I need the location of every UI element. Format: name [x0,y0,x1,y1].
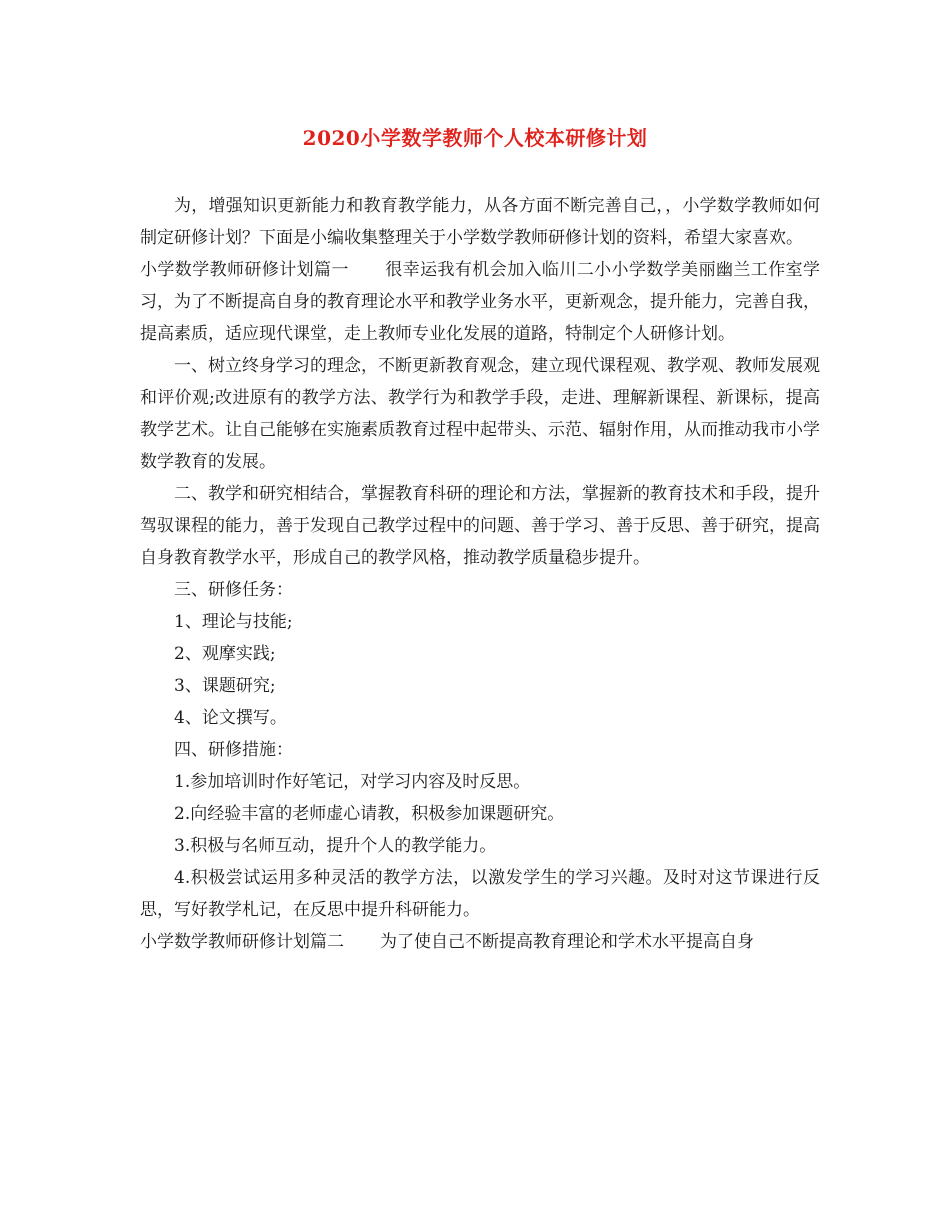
plan1-text: 很幸运我有机会加入临川二小小学数学美丽幽兰工作室学习，为了不断提高自身的教育理论水平和教学业务水平，更新观念，提升能力，完善自我，提高素质，适应现代课堂，走上教师专业化发展的道路，特制定个人研修计划。 [140,260,821,344]
document-body [140,190,820,958]
measure-item: 2.向经验丰富的老师虚心请教，积极参加课题研究。 [174,804,565,824]
plan2-paragraph [140,926,820,958]
point2-paragraph: 二、教学和研究相结合，掌握教育科研的理论和方法，掌握新的教育技术和手段，提升驾驭课程的能力，善于发现自己教学过程中的问题、善于学习、善于反思、善于研究，提高自身教育教学水平，形成自己的教学风格，推动教学质量稳步提升。 [140,484,820,568]
tasks-heading: 三、研修任务： [174,580,293,600]
plan2-heading: 小学数学教师研修计划篇二 [140,932,344,952]
measure-item: 3.积极与名师互动，提升个人的教学能力。 [174,836,497,856]
task-item: 2、观摩实践; [174,644,276,664]
plan1-paragraph [140,254,820,350]
document-title: 2020小学数学教师个人校本研修计划 [302,126,648,150]
measures-heading: 四、研修措施： [174,740,293,760]
intro-paragraph: 为，增强知识更新能力和教育教学能力，从各方面不断完善自己，，小学数学教师如何制定研修计划？下面是小编收集整理关于小学数学教师研修计划的资料，希望大家喜欢。 [140,196,820,248]
point1-paragraph: 一、树立终身学习的理念，不断更新教育观念，建立现代课程观、教学观、教师发展观和评价观;改进原有的教学方法、教学行为和教学手段，走进、理解新课程、新课标，提高教学艺术。让自己能够在实施素质教育过程中起带头、示范、辐射作用，从而推动我市小学数学教育的发展。 [140,356,820,472]
task-item: 4、论文撰写。 [174,708,287,728]
measure-item: 4.积极尝试运用多种灵活的教学方法，以激发学生的学习兴趣。及时对这节课进行反思，写好教学札记，在反思中提升科研能力。 [140,868,820,920]
task-item: 1、理论与技能; [174,612,293,632]
measure-item: 1.参加培训时作好笔记，对学习内容及时反思。 [174,772,531,792]
task-item: 3、课题研究; [174,676,276,696]
plan1-heading: 小学数学教师研修计划篇一 [140,260,349,280]
plan2-text: 为了使自己不断提高教育理论和学术水平提高自身 [380,932,754,952]
